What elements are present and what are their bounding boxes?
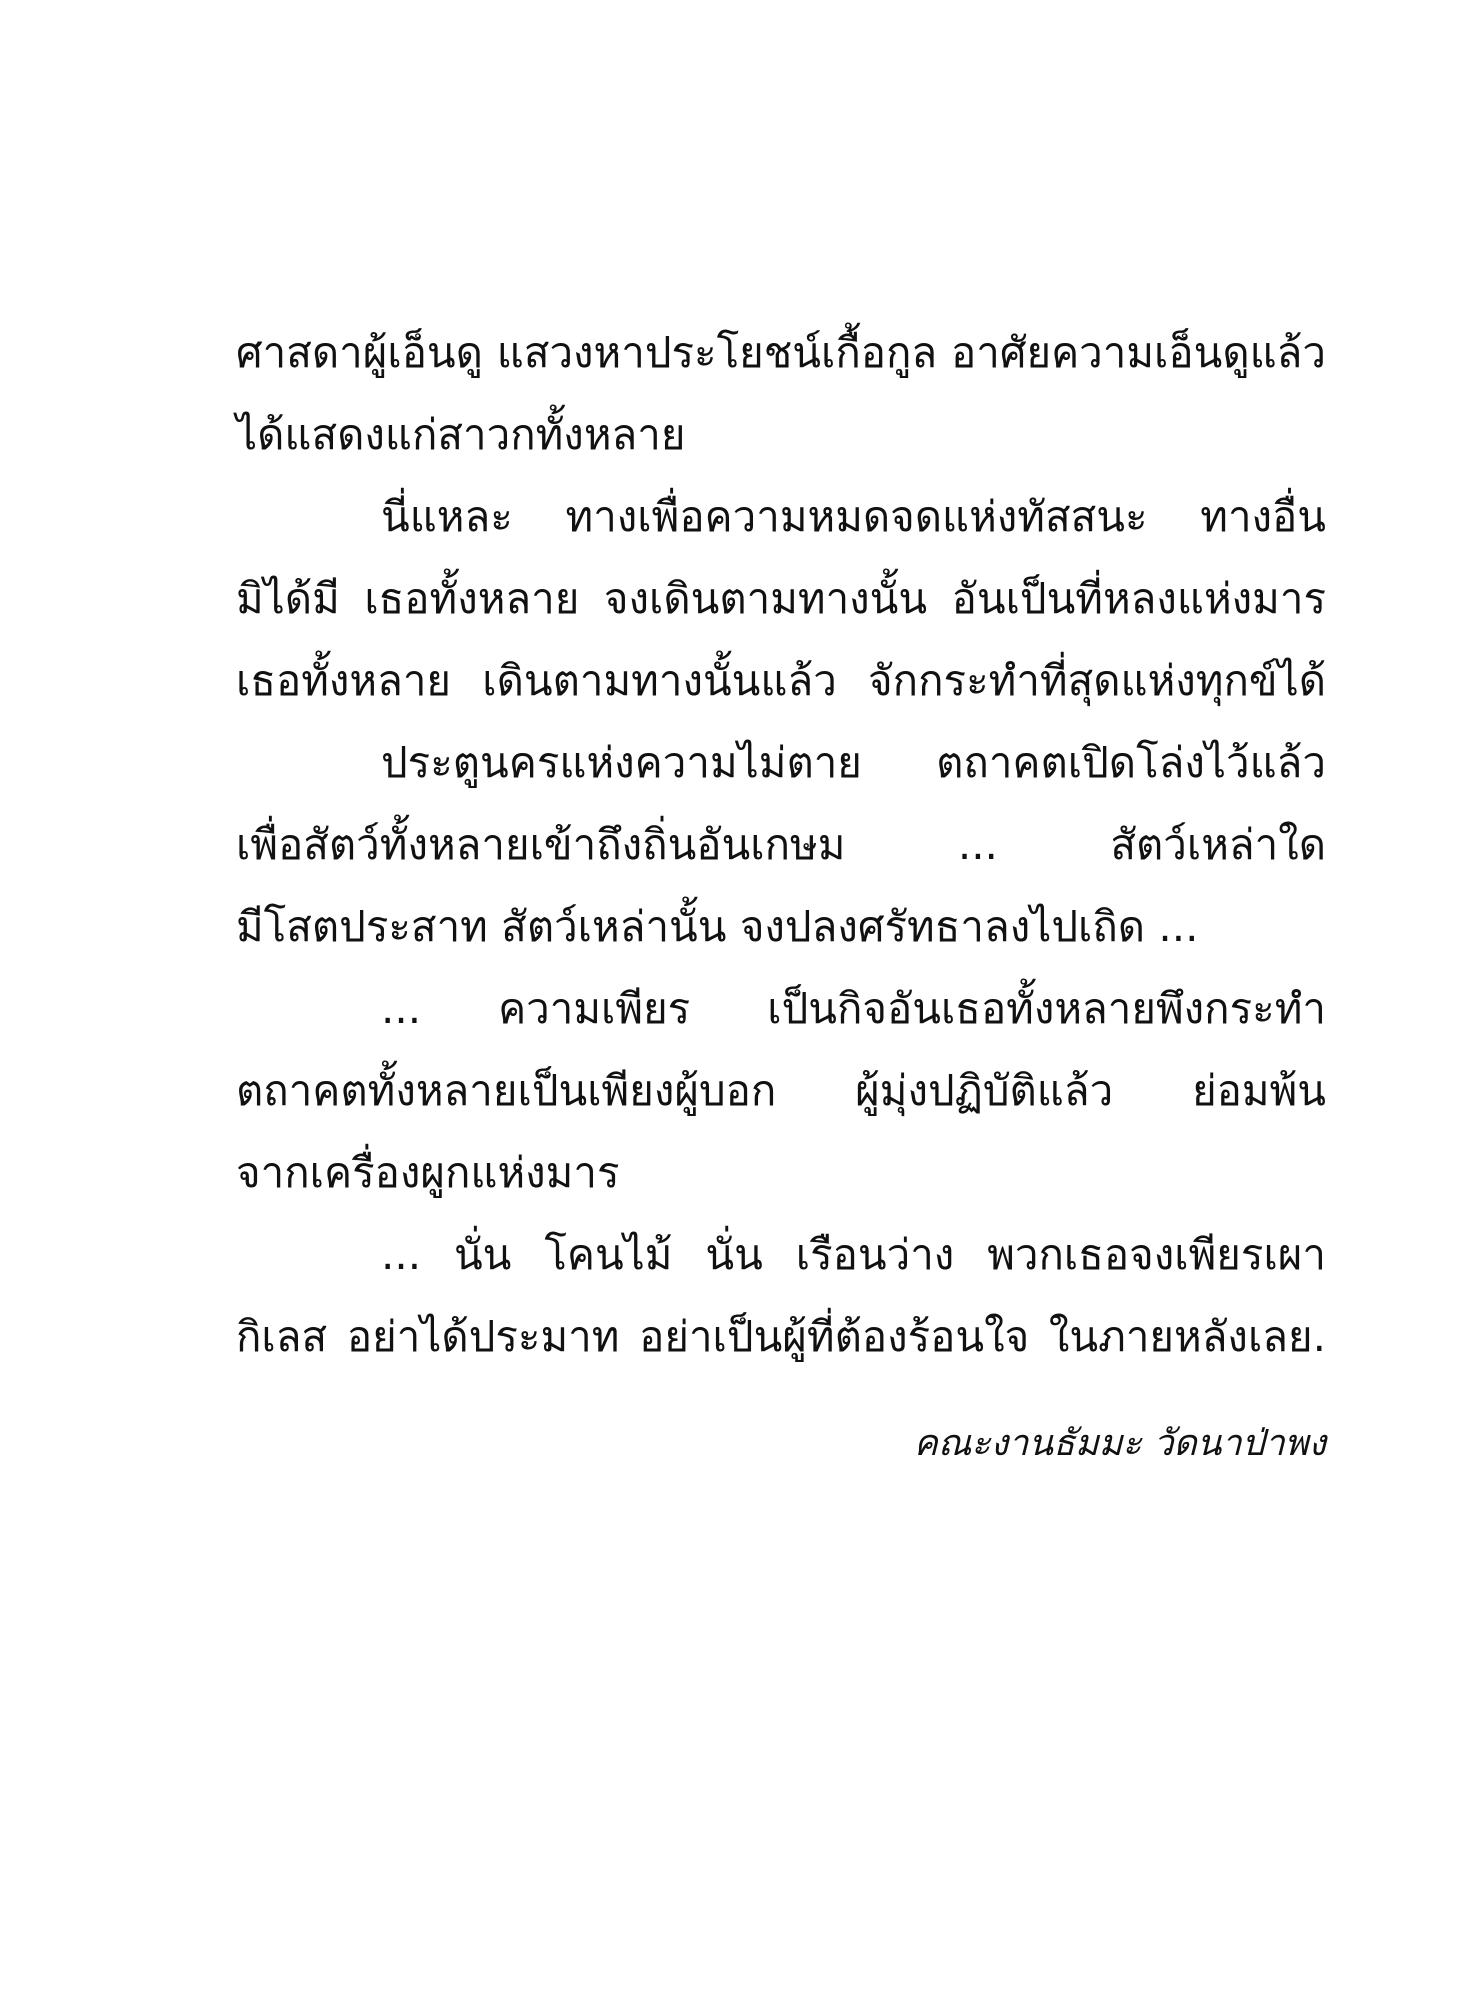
signature-attribution: คณะงานธัมมะ วัดนาป่าพง	[913, 1423, 1326, 1464]
body-text	[236, 312, 1326, 1378]
text-line: เพื่อสัตว์ทั้งหลายเข้าถึงถิ่นอันเกษม ... สัตว์เหล่าใด	[236, 820, 1326, 869]
text-line: ... นั่น โคนไม้ นั่น เรือนว่าง พวกเธอจงเพียรเผา	[381, 1230, 1326, 1279]
text-line: กิเลส อย่าได้ประมาท อย่าเป็นผู้ที่ต้องร้อนใจ ในภายหลังเลย.	[236, 1312, 1326, 1361]
text-line: จากเครื่องผูกแห่งมาร	[236, 1148, 620, 1197]
text-line: ศาสดาผู้เอ็นดู แสวงหาประโยชน์เกื้อกูล อาศัยความเอ็นดูแล้ว	[236, 328, 1326, 377]
text-line: ตถาคตทั้งหลายเป็นเพียงผู้บอก ผู้มุ่งปฏิบัติแล้ว ย่อมพ้น	[236, 1066, 1326, 1115]
text-line: มิได้มี เธอทั้งหลาย จงเดินตามทางนั้น อันเป็นที่หลงแห่งมาร	[236, 574, 1326, 623]
text-line: ... ความเพียร เป็นกิจอันเธอทั้งหลายพึงกระทำ	[381, 984, 1326, 1033]
text-line: ประตูนครแห่งความไม่ตาย ตถาคตเปิดโล่งไว้แล้ว	[381, 738, 1326, 787]
text-line: เธอทั้งหลาย เดินตามทางนั้นแล้ว จักกระทำที่สุดแห่งทุกข์ได้	[236, 656, 1326, 705]
text-line: มีโสตประสาท สัตว์เหล่านั้น จงปลงศรัทธาลงไปเถิด ...	[236, 902, 1199, 951]
text-line: นี่แหละ ทางเพื่อความหมดจดแห่งทัสสนะ ทางอื่น	[381, 492, 1326, 541]
text-line: ได้แสดงแก่สาวกทั้งหลาย	[236, 410, 686, 459]
